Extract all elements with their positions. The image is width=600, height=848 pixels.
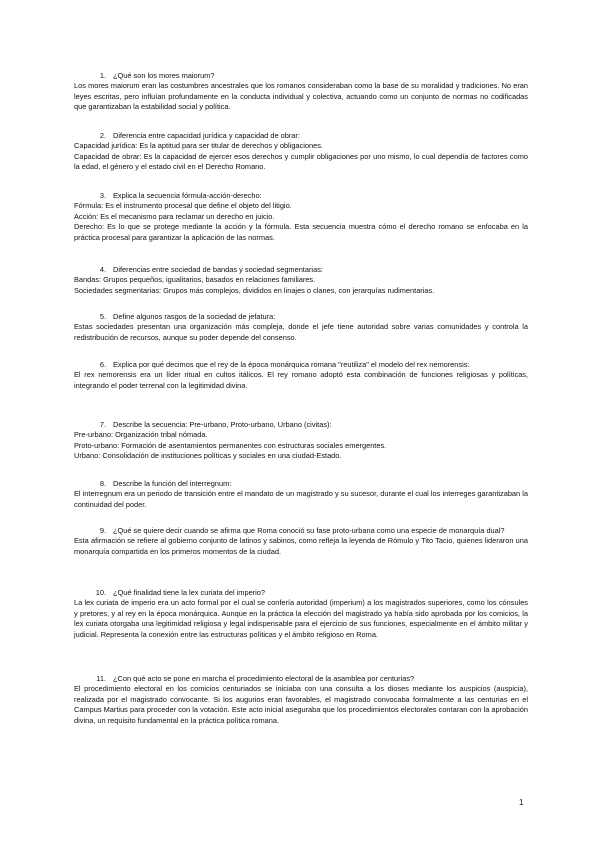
answer-paragraph: Esta afirmación se refiere al gobierno conjunto de latinos y sabinos, como refleja la leyenda de Rómulo y Tito Tacio, quienes lideraron una monarquía compartida en los primeros momentos de la ciudad. bbox=[74, 536, 528, 556]
answer-paragraph: Urbano: Consolidación de instituciones políticas y sociales en una ciudad-Estado. bbox=[74, 451, 342, 461]
question-number: 10. bbox=[95, 588, 106, 597]
question-block-6 bbox=[74, 360, 528, 391]
question-block-2 bbox=[74, 131, 528, 173]
question-block-11 bbox=[74, 674, 528, 726]
answer-paragraph: El interregnum era un periodo de transición entre el mandato de un magistrado y su sucesor, durante el cual los interreges garantizaban la continuidad del poder. bbox=[74, 489, 528, 509]
question-block-8 bbox=[74, 479, 528, 510]
question-text: Diferencias entre sociedad de bandas y sociedad segmentarias: bbox=[113, 265, 323, 274]
question-text: Describe la función del interregnum: bbox=[113, 479, 232, 488]
answer-paragraph: Derecho: Es lo que se protege mediante la acción y la fórmula. Esta secuencia muestra cómo el derecho romano se enfocaba en la práctica procesal para garantizar la aplicación de las normas. bbox=[74, 222, 528, 242]
answer-paragraph: Fórmula: Es el instrumento procesal que define el objeto del litigio. bbox=[74, 201, 292, 211]
answer-paragraph: Pre-urbano: Organización tribal nómada. bbox=[74, 430, 208, 440]
question-block-9 bbox=[74, 526, 528, 557]
answer-paragraph: Acción: Es el mecanismo para reclamar un derecho en juicio. bbox=[74, 211, 275, 221]
answer-paragraph: Proto-urbano: Formación de asentamientos permanentes con estructuras sociales emergentes. bbox=[74, 440, 387, 450]
question-text: ¿Qué son los mores maiorum? bbox=[113, 71, 215, 80]
question-number: 3. bbox=[99, 191, 106, 200]
question-number: 5. bbox=[99, 312, 106, 321]
question-number: 8. bbox=[99, 479, 106, 488]
question-text: ¿Qué se quiere decir cuando se afirma que Roma conoció su fase proto-urbana como una especie de monarquía dual? bbox=[113, 526, 505, 535]
question-block-3 bbox=[74, 191, 528, 243]
question-text: ¿Qué finalidad tiene la lex curiata del imperio? bbox=[113, 588, 266, 597]
question-number: 7. bbox=[99, 420, 106, 429]
answer-paragraph: Capacidad de obrar: Es la capacidad de ejercer esos derechos y cumplir obligaciones por uno mismo, lo cual dependía de factores como la edad, el género y el estado civil en el Derecho Romano. bbox=[74, 151, 528, 172]
question-text: Explica la secuencia fórmula-acción-derecho: bbox=[113, 191, 262, 200]
question-text: Define algunos rasgos de la sociedad de jefatura: bbox=[113, 312, 276, 321]
question-block-4 bbox=[74, 265, 528, 296]
question-block-7 bbox=[74, 420, 528, 462]
question-text: ¿Con qué acto se pone en marcha el procedimiento electoral de la asamblea por centurias? bbox=[113, 674, 415, 683]
answer-paragraph: La lex curiata de imperio era un acto formal por el cual se confería autoridad (imperium) a los magistrados superiores, como los cónsules y pretores, y al rey en la época monárquica. Aunque en la práctica la elección del magistrado ya había sido aprobada por los comicios, la lex curiata otorgaba una legitimidad religiosa y legal indispensable para el ejercicio de sus funciones, especialmente en el ámbito militar y judicial. Representa la conexión entre las estructuras políticas y el ámbito religioso en Roma. bbox=[74, 598, 528, 639]
answer-paragraph: El rex nemorensis era un líder ritual en cultos itálicos. El rey romano adoptó esta combinación de funciones religiosas y políticas, integrando el poder terrenal con la legitimidad divina. bbox=[74, 370, 528, 390]
question-number: 2. bbox=[99, 131, 106, 140]
question-text: Explica por qué decimos que el rey de la época monárquica romana "reutiliza" el modelo del rex nemorensis: bbox=[113, 360, 470, 369]
answer-paragraph: Bandas: Grupos pequeños, igualitarios, basados en relaciones familiares. bbox=[74, 275, 316, 285]
page-number: 1 bbox=[519, 798, 524, 807]
answer-paragraph: Los mores maiorum eran las costumbres ancestrales que los romanos consideraban como la base de su moralidad y tradiciones. No eran leyes escritas, pero influían profundamente en la conducta individual y colectiva, actuando como un conjunto de normas no codificadas que garantizaban la estabilidad social y política. bbox=[74, 81, 528, 112]
question-number: 4. bbox=[99, 265, 106, 274]
question-number: 6. bbox=[99, 360, 106, 369]
question-number: 11. bbox=[96, 674, 106, 683]
question-block-5 bbox=[74, 312, 528, 343]
answer-paragraph: Capacidad jurídica: Es la aptitud para ser titular de derechos y obligaciones. bbox=[74, 141, 323, 151]
question-block-10 bbox=[74, 588, 528, 640]
question-text: Diferencia entre capacidad jurídica y capacidad de obrar: bbox=[113, 131, 300, 140]
question-number: 9. bbox=[99, 526, 106, 535]
question-text: Describe la secuencia: Pre-urbano, Proto-urbano, Urbano (civitas): bbox=[113, 420, 332, 429]
answer-paragraph: El procedimiento electoral en los comicios centuriados se iniciaba con una consulta a los dioses mediante los auspicios (auspicia), realizada por el magistrado convocante. Si los augurios eran favorables, el magistrado convocaba formalmente a las centurias en el Campus Martius para proceder con la votación. Este acto inicial aseguraba que los procedimientos electorales contaran con la aprobación divina, un requisito fundamental en la práctica política romana. bbox=[74, 684, 528, 725]
question-number: 1. bbox=[99, 71, 106, 80]
answer-paragraph: Estas sociedades presentan una organización más compleja, donde el jefe tiene autoridad sobre varias comunidades y controla la redistribución de recursos, aunque su poder depende del consenso. bbox=[74, 322, 528, 342]
answer-paragraph: Sociedades segmentarias: Grupos más complejos, divididos en linajes o clanes, con jerarquías rudimentarias. bbox=[74, 285, 435, 295]
question-block-1 bbox=[74, 71, 528, 113]
